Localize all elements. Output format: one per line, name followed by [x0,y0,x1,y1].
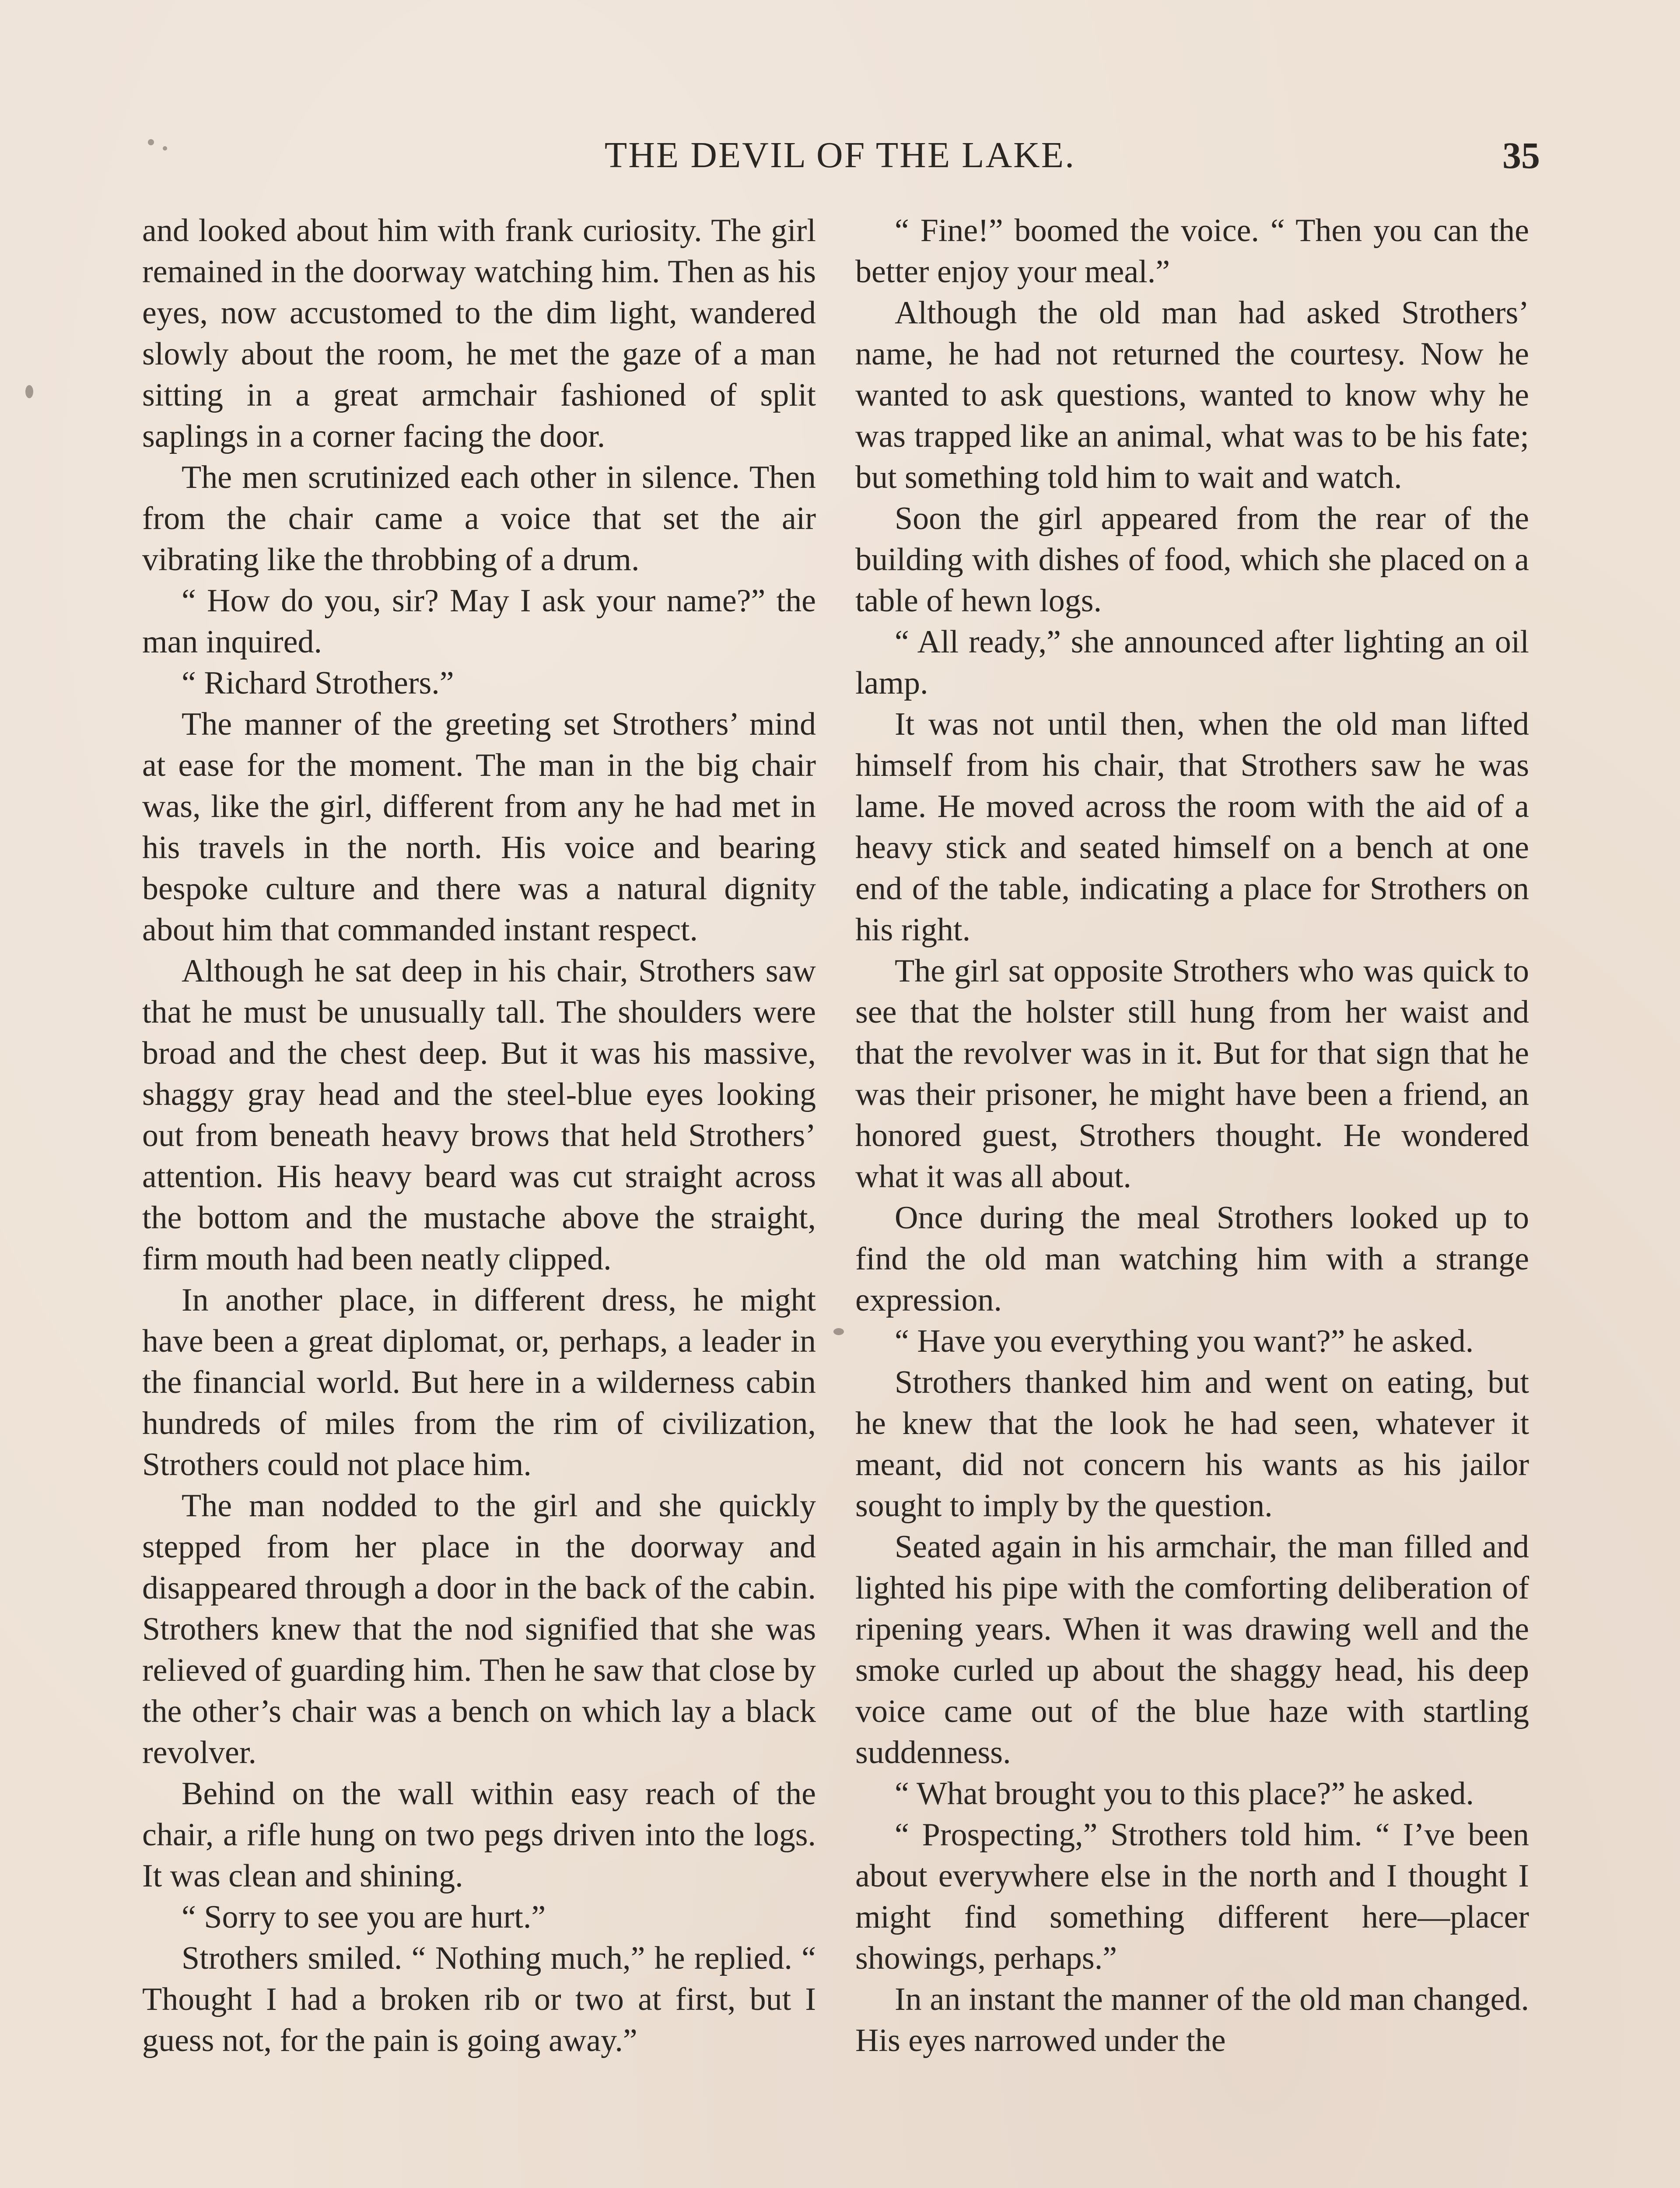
print-speck [833,1328,844,1335]
page-header [140,131,1540,179]
paragraph: Strothers thanked him and went on eating, but he knew that the look he had seen, whatever it meant, did not concern his wants as his jailor sought to imply by the question. [855,1364,1529,1524]
running-title: THE DEVIL OF THE LAKE. [604,135,1076,175]
paragraph: “ Have you everything you want?” he asked. [895,1323,1474,1359]
paragraph: The manner of the greeting set Strothers’ mind at ease for the moment. The man in the big chair was, like the girl, different from any he had met in his travels in the north. His voice and bearing bespoke culture and there was a natural dignity about him that commanded instant respect. [142,706,816,948]
paragraph: Once during the meal Strothers looked up to find the old man watching him with a strange expression. [855,1200,1529,1318]
paragraph: In another place, in different dress, he might have been a great diplomat, or, perhaps, a leader in the financial world. But here in a wilderness cabin hundreds of miles from the rim of civilization, Strothers could not place him. [142,1282,816,1483]
paragraph: “ Sorry to see you are hurt.” [182,1899,546,1935]
paragraph: Behind on the wall within easy reach of the chair, a rifle hung on two pegs driven into the logs. It was clean and shining. [142,1776,816,1894]
paragraph: “ What brought you to this place?” he asked. [895,1776,1474,1812]
paragraph: Strothers smiled. “ Nothing much,” he replied. “ Thought I had a broken rib or two at first, but I guess not, for the pain is going away.” [142,1940,816,2058]
paragraph: “ How do you, sir? May I ask your name?” the man inquired. [142,583,816,660]
paragraph: “ All ready,” she announced after lighting an oil lamp. [855,624,1529,701]
right-text-column [855,210,1529,2061]
paragraph: Soon the girl appeared from the rear of the building with dishes of food, which she placed on a table of hewn logs. [855,501,1529,619]
page-number: 35 [1502,134,1540,176]
paragraph: and looked about him with frank curiosity. The girl remained in the doorway watching him. Then as his eyes, now accustomed to the dim light, wandered slowly about the room, he met the gaze of a man sitting in a great armchair fashioned of split saplings in a corner facing the door. [142,213,816,454]
paragraph: The man nodded to the girl and she quickly stepped from her place in the doorway and disappeared through a door in the back of the cabin. Strothers knew that the nod signified that she was relieved of guarding him. Then he saw that close by the other’s chair was a bench on which lay a black revolver. [142,1488,816,1771]
paragraph: The men scrutinized each other in silence. Then from the chair came a voice that set the air vibrating like the throbbing of a drum. [142,459,816,578]
paragraph: “ Prospecting,” Strothers told him. “ I’ve been about everywhere else in the north and I thought I might find something different here—placer showings, perhaps.” [855,1817,1529,1976]
paragraph: Although the old man had asked Strothers’ name, he had not returned the courtesy. Now he wanted to ask questions, wanted to know why he was trapped like an animal, what was to be his fate; but something told him to wait and watch. [855,295,1529,495]
paragraph: It was not until then, when the old man lifted himself from his chair, that Strothers saw he was lame. He moved across the room with the aid of a heavy stick and seated himself on a bench at one end of the table, indicating a place for Strothers on his right. [855,706,1529,948]
paragraph: Although he sat deep in his chair, Strothers saw that he must be unusually tall. The shoulders were broad and the chest deep. But it was his massive, shaggy gray head and the steel-blue eyes looking out from beneath heavy brows that held Strothers’ attention. His heavy beard was cut straight across the bottom and the mustache above the straight, firm mouth had been neatly clipped. [142,953,816,1277]
paragraph: Seated again in his armchair, the man filled and lighted his pipe with the comforting deliberation of ripening years. When it was drawing well and the smoke curled up about the shaggy head, his deep voice came out of the blue haze with startling suddenness. [855,1529,1529,1771]
paragraph: “ Richard Strothers.” [182,665,454,701]
paragraph: In an instant the manner of the old man changed. His eyes narrowed under the [855,1981,1529,2058]
paragraph: The girl sat opposite Strothers who was quick to see that the holster still hung from her waist and that the revolver was in it. But for that sign that he was their prisoner, he might have been a friend, an honored guest, Strothers thought. He wondered what it was all about. [855,953,1529,1195]
print-speck [25,385,33,398]
paragraph: “ Fine!” boomed the voice. “ Then you can the better enjoy your meal.” [855,213,1529,290]
left-text-column [142,210,816,2061]
